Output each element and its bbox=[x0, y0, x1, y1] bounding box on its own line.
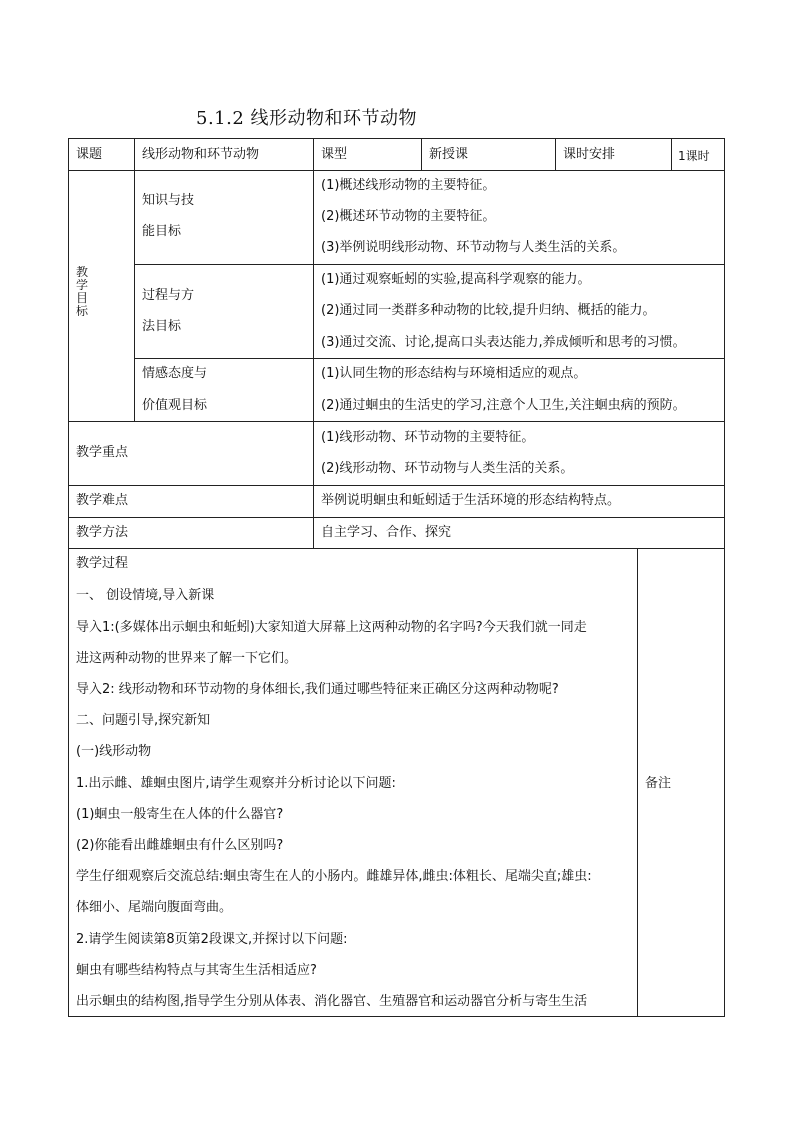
col-divider bbox=[421, 138, 422, 170]
process-line: 蛔虫有哪些结构特点与其寄生生活相适应? bbox=[76, 963, 317, 978]
label-lesson-type: 课型 bbox=[321, 147, 348, 162]
emotion-label: 价值观目标 bbox=[142, 398, 208, 413]
process-line: 学生仔细观察后交流总结:蛔虫寄生在人的小肠内。雌雄异体,雌虫:体粗长、尾端尖直;雄虫: bbox=[76, 869, 592, 884]
notes-label: 备注 bbox=[645, 776, 672, 791]
process-item: (2)通过同一类群多种动物的比较,提升归纳、概括的能力。 bbox=[321, 303, 656, 318]
process-line: 出示蛔虫的结构图,指导学生分别从体表、消化器官、生殖器官和运动器官分析与寄生生活 bbox=[76, 994, 588, 1009]
methods-label: 教学方法 bbox=[76, 525, 129, 540]
difficulty-label: 教学难点 bbox=[76, 493, 129, 508]
process-item: (1)通过观察蚯蚓的实验,提高科学观察的能力。 bbox=[321, 272, 591, 287]
process-label: 法目标 bbox=[142, 319, 182, 334]
process-label: 过程与方 bbox=[142, 288, 195, 303]
col-divider bbox=[671, 138, 672, 170]
emotion-label: 情感态度与 bbox=[142, 366, 208, 381]
row-divider bbox=[68, 517, 725, 518]
knowledge-label: 能目标 bbox=[142, 224, 182, 239]
row-divider bbox=[68, 170, 725, 171]
row-divider bbox=[134, 358, 725, 359]
emotion-item: (1)认同生物的形态结构与环境相适应的观点。 bbox=[321, 366, 587, 381]
objectives-label: 教学目标 bbox=[76, 265, 89, 318]
col-divider bbox=[637, 548, 638, 1017]
topic-value: 线形动物和环节动物 bbox=[142, 147, 260, 162]
lesson-plan-table bbox=[68, 138, 725, 1017]
key-point-item: (1)线形动物、环节动物的主要特征。 bbox=[321, 430, 535, 445]
process-line: 进这两种动物的世界来了解一下它们。 bbox=[76, 651, 298, 666]
process-line: (1)蛔虫一般寄生在人体的什么器官? bbox=[76, 807, 284, 822]
label-class-hours: 课时安排 bbox=[563, 147, 616, 162]
knowledge-item: (1)概述线形动物的主要特征。 bbox=[321, 178, 496, 193]
process-item: (3)通过交流、讨论,提高口头表达能力,养成倾听和思考的习惯。 bbox=[321, 335, 686, 350]
key-point-item: (2)线形动物、环节动物与人类生活的关系。 bbox=[321, 461, 574, 476]
row-divider bbox=[68, 421, 725, 422]
process-heading: 教学过程 bbox=[76, 556, 129, 571]
page-title: 5.1.2 线形动物和环节动物 bbox=[196, 108, 418, 129]
col-divider bbox=[313, 138, 314, 548]
row-divider bbox=[134, 264, 725, 265]
process-line: (一)线形动物 bbox=[76, 744, 152, 759]
process-line: 2.请学生阅读第8页第2段课文,并探讨以下问题: bbox=[76, 932, 348, 947]
class-hours-value: 1课时 bbox=[678, 149, 710, 163]
emotion-item: (2)通过蛔虫的生活史的学习,注意个人卫生,关注蛔虫病的预防。 bbox=[321, 398, 686, 413]
process-line: 1.出示雌、雄蛔虫图片,请学生观察并分析讨论以下问题: bbox=[76, 776, 396, 791]
lesson-type-value: 新授课 bbox=[429, 147, 469, 162]
row-divider bbox=[68, 485, 725, 486]
knowledge-label: 知识与技 bbox=[142, 193, 195, 208]
process-line: (2)你能看出雌雄蛔虫有什么区别吗? bbox=[76, 838, 284, 853]
key-points-label: 教学重点 bbox=[76, 445, 129, 460]
process-line: 导入2: 线形动物和环节动物的身体细长,我们通过哪些特征来正确区分这两种动物呢? bbox=[76, 682, 559, 697]
label-topic: 课题 bbox=[76, 147, 103, 162]
process-line: 一、 创设情境,导入新课 bbox=[76, 588, 215, 603]
knowledge-item: (3)举例说明线形动物、环节动物与人类生活的关系。 bbox=[321, 240, 626, 255]
process-line: 导入1:(多媒体出示蛔虫和蚯蚓)大家知道大屏幕上这两种动物的名字吗?今天我们就一同走 bbox=[76, 620, 587, 635]
knowledge-item: (2)概述环节动物的主要特征。 bbox=[321, 209, 496, 224]
col-divider bbox=[555, 138, 556, 170]
row-divider bbox=[68, 548, 725, 549]
difficulty-value: 举例说明蛔虫和蚯蚓适于生活环境的形态结构特点。 bbox=[321, 493, 621, 508]
process-line: 二、问题引导,探究新知 bbox=[76, 713, 211, 728]
col-divider bbox=[134, 138, 135, 421]
process-line: 体细小、尾端向腹面弯曲。 bbox=[76, 900, 233, 915]
methods-value: 自主学习、合作、探究 bbox=[321, 525, 452, 540]
